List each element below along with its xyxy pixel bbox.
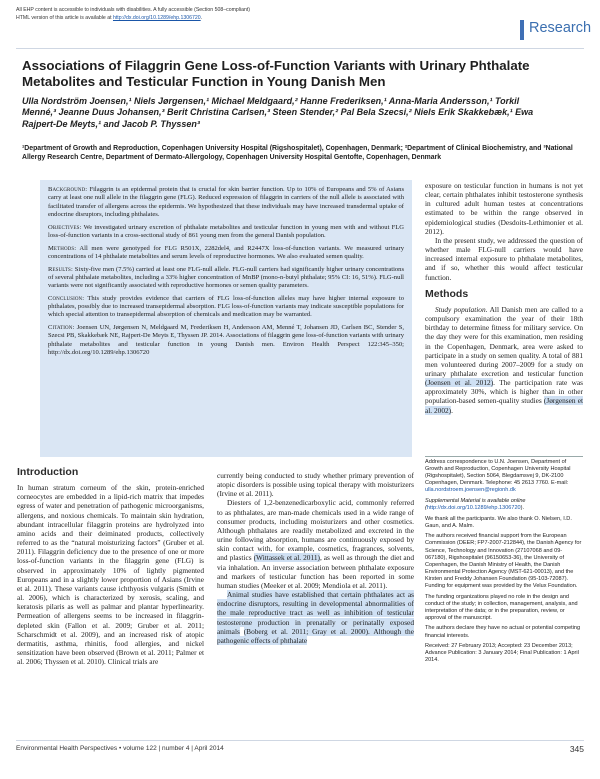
body-paragraph xyxy=(217,590,414,645)
email-link[interactable]: ulla.nordstroem.joensen@regionh.dk xyxy=(425,487,516,494)
body-paragraph: In human stratum corneum of the skin, protein-enriched corneocytes are embedded in a lipid-rich matrix that impedes egress of water and penetration of pathogenic microorganisms, allergens, and noxious chemicals. To maintain skin hydration, abundant intracellular filaggrin proteins are hydrolyzed into amino acids and their deiminated products, collectively referred to as the “natural moisturizing factors” (Gruber et al. 2011). Filaggrin deficiency due to the presence of one or more loss-of-function variants in the filaggrin gene (FLG) is observed in approximately 10% of lightly pigmented Europeans and in a slightly lower proportion of Asians (Irvine et al. 2011). These variants cause ichthyosis vulgaris (Smith et al. 2006), which is characterized by xerosis, scaling, and keratosis pilaris as well as palmar and plantar hyperlinearity. Permeation of allergens seems to be increased in filaggrin-depleted skin (Fallon et al. 2009; Gruber et al. 2011; Scharschmidt et al. 2009), and an increased risk of atopic dermatitis, asthma, rhinitis, food allergies, and nickel sensitization have been observed (Brown et al. 2011; Palmer et al. 2006; Thyssen et al. 2010). Clinical trials are xyxy=(17,483,204,667)
right-column-top xyxy=(425,181,583,415)
highlighted-text: Animal studies have established that certain phthalates act as endocrine disruptors, resulting in developmental abnormalities of the male reproductive tract as well as inhibition of testicular testosterone production in prenatally or perinatally exposed animals xyxy=(217,590,414,636)
footer-sep: • xyxy=(118,745,124,752)
introduction-heading: Introduction xyxy=(17,466,79,478)
citation-link[interactable]: (Boberg et al. 2011; Gray et al. 2000) xyxy=(243,626,369,636)
footer-divider xyxy=(16,740,584,741)
methods-heading: Methods xyxy=(425,287,469,300)
supplemental-note xyxy=(425,498,583,512)
page-footer xyxy=(16,745,584,752)
subsection-heading: Study population. xyxy=(435,304,488,314)
abstract-box xyxy=(40,180,412,457)
funding-role-note: The funding organizations played no role in the design and conduct of the study; in collection, management, analysis, and interpretation of the data; or in the preparation, review, or approval of the manuscript. xyxy=(425,593,578,621)
masthead-text: HTML version of this article is available at xyxy=(16,15,112,21)
abstract-heading: Methods: xyxy=(48,244,77,252)
body-text: . The participation rate was approximately 30%, which is higher than in other population-based semen-quality studies xyxy=(425,378,583,406)
header-divider xyxy=(16,48,584,49)
masthead xyxy=(16,6,416,22)
abstract-heading: Results: xyxy=(48,265,73,273)
citation-doi-link[interactable]: http://dx.doi.org/10.1289/ehp.1306720 xyxy=(48,348,150,356)
article-title: Associations of Filaggrin Gene Loss-of-Function Variants with Urinary Phthalate Metabolites and Testicular Function in Young Danish Men xyxy=(22,58,530,89)
masthead-line-1: All EHP content is accessible to individuals with disabilities. A fully accessible (Section 508–compliant) xyxy=(16,7,251,13)
abstract-heading: Citation: xyxy=(48,324,75,331)
competing-interests-note: The authors declare they have no actual or potential competing financial interests. xyxy=(425,625,581,639)
supplemental-link[interactable]: http://dx.doi.org/10.1289/ehp.1306720 xyxy=(426,505,521,512)
body-text: Diesters of 1,2-benzenedicarboxylic acid, commonly referred to as phthalates, are man-made chemicals used in a wide range of consumer products, including moisturizers and other cosmetics. Although phthalates are readily metabolized and excreted in the urine following absorption, humans are continuously exposed by skin contact with, for example, cosmetics, fragrances, solvents, and plastics xyxy=(217,498,414,563)
citation-link[interactable]: (Wittassek et al. 2011) xyxy=(253,553,320,563)
abstract-objectives xyxy=(48,224,404,241)
abstract-text: Sixty-five men (7.5%) carried at least one FLG-null allele. FLG-null carriers had significantly higher urinary concentrations of several phthalate metabolites, including a 33% higher concentration of MnBP (mono-n-butyl phthalate; 95% CI: 16, 51%). FLG-null variants were not significantly associated with reproductive hormones or semen quality parameters. xyxy=(48,265,404,289)
footer-sep: | xyxy=(191,745,195,752)
body-paragraph xyxy=(217,498,414,590)
body-paragraph: In the present study, we addressed the question of whether male FLG-null carriers would have increased internal exposure to phthalate metabolites, and if so, whether this would affect testicular function. xyxy=(425,235,583,282)
abstract-citation xyxy=(48,324,404,357)
body-text: , as well as through the diet and via inhalation. An inverse association between phthalate exposure and markers of testicular function has been reported in some human studies (Meeker et al. 2009; Mendiola et al. 2011). xyxy=(217,553,414,590)
abstract-background xyxy=(48,186,404,219)
author-list: Ulla Nordström Joensen,¹ Niels Jørgensen,¹ Michael Meldgaard,² Hanne Frederiksen,¹ Anna-Maria Andersson,¹ Torkil Menné,³ Jeanne Duus Johansen,³ Berit Christina Carlsen,³ Steen Stender,² Pal Bela Szecsi,² Niels Erik Skakkebæk,¹ Ewa Rajpert-De Meyts,¹ and Jacob P. Thyssen³ xyxy=(22,96,534,129)
masthead-suffix: . xyxy=(200,15,203,21)
abstract-text: We investigated urinary excretion of phthalate metabolites and testicular function in young men with and without FLG loss-of-function variants in a cross-sectional study of 861 young men from the general Danish population. xyxy=(48,223,404,239)
abstract-results xyxy=(48,266,404,291)
page-number: 345 xyxy=(569,744,584,754)
issue-date: April 2014 xyxy=(194,745,224,752)
journal-name: Environmental Health Perspectives xyxy=(16,745,118,752)
abstract-text: This study provides evidence that carriers of FLG loss-of-function alleles may have higher internal exposure to phthalates, possibly due to increased transepidermal absorption. FLG loss-of-function variants may indicate susceptible populations for which special attention to transepidermal absorption of chemicals and medication may be warranted. xyxy=(48,294,404,319)
body-paragraph xyxy=(425,305,583,415)
body-text: All Danish men are called to a compulsory examination the year of their 18th birthday to determine fitness for military service. On the day they were for this examination, men residing in the Copenhagen, Denmark, area were asked to participate in a study on semen quality. A total of 881 men volunteered during 2007–2009 for a study on urinary phthalate excretion and testicular function xyxy=(425,304,583,378)
footnote-divider xyxy=(425,456,583,457)
abstract-heading: Objectives: xyxy=(48,223,82,231)
volume: volume 122 xyxy=(123,745,157,752)
correspondence-note xyxy=(425,459,583,494)
footnotes xyxy=(425,459,583,668)
footer-sep: | xyxy=(158,745,162,752)
section-label-text: Research xyxy=(529,20,592,36)
footnote-text: Address correspondence to U.N. Joensen, Department of Growth and Reproduction, Copenhagen University Hospital (Rigshospitalet), Section 5064, Blegdamsvej 9, DK-2100 Copenhagen, Denmark. Telephone: 45 2613 7760. E-mail: xyxy=(425,459,571,487)
body-paragraph: exposure on testicular function in humans is not yet clear, certain phthalates inhibit testosterone synthesis in cultured adult human testes at concentrations estimated to be within the range observed in epidemiological studies (Desdoits-Lethimonier et al. 2012). xyxy=(425,181,583,236)
issue-number: number 4 xyxy=(162,745,190,752)
abstract-heading: Background: xyxy=(48,186,88,193)
acknowledgment-note: We thank all the participants. We also thank O. Nielsen, I.D. Gaun, and A. Malm. xyxy=(425,515,572,529)
doi-link[interactable]: http://dx.doi.org/10.1289/ehp.1306720 xyxy=(112,15,201,21)
masthead-line-2 xyxy=(16,14,416,22)
funding-note: The authors received financial support from the European Commission (DEER; FP7-2007-212844), the Danish Agency for Science, Technology and Innovation (27107068 and 09-067180), Rigshospitalet (96150653-36), the University of Copenhagen, the Danish Ministry of Health, the Danish Environmental Protection Agency (MST-621-00013), and the Kirsten and Freddy Johansen Foundation (95-103-72087). Funding for equipment was provided by the Velux Foundation. xyxy=(425,533,582,589)
abstract-text: All men were genotyped for FLG R501X, 2282del4, and R2447X loss-of-function variants. We measured urinary concentrations of 14 phthalate metabolites and serum levels of reproductive hormones. We also evaluated semen quality. xyxy=(48,244,405,260)
abstract-text: Joensen UN, Jørgensen N, Meldgaard M, Frederiksen H, Andersson AM, Menné T, Johansen JD, Carlsen BC, Stender S, Szecsi PB, Skakkebæk NE, Rajpert-De Meyts E, Thyssen JP. 2014. Associations of filaggrin gene loss-of-function variants with urinary phthalate metabolites and testicular function in young Danish men. Environ Health Perspect 122:345–350; xyxy=(48,324,404,348)
citation-link[interactable]: (Jørgensen et al. 2002) xyxy=(425,396,583,415)
section-label xyxy=(520,18,600,42)
abstract-conclusion xyxy=(48,295,404,320)
body-text: . xyxy=(451,405,453,415)
footnote-text: Supplemental Material is available online ( xyxy=(425,497,526,512)
body-paragraph: currently being conducted to study whether primary prevention of atopic disorders is possible using topical therapy with moisturizers (Irvine et al. 2011). xyxy=(217,471,414,499)
citation-link[interactable]: (Joensen et al. 2012) xyxy=(425,378,494,388)
highlighted-text: . Although the pathogenic effects of phthalate xyxy=(217,626,414,645)
abstract-methods xyxy=(48,245,404,262)
middle-column xyxy=(217,471,414,645)
left-column xyxy=(17,468,204,666)
dates-note: Received: 27 February 2013; Accepted: 23 December 2013; Advance Publication: 3 January 2014; Final Publication: 1 April 2014. xyxy=(425,643,579,664)
footnote-text: ). xyxy=(520,505,525,512)
abstract-text: Filaggrin is an epidermal protein that is crucial for skin barrier function. Up to 10% of Europeans and 5% of Asians carry at least one null allele in the filaggrin gene (FLG). Reduced expression of filaggrin in carriers of the null allele is associated with facilitated transfer of allergens across the epidermis. We hypothesized that these individuals may have increased transdermal uptake of endocrine disruptors, including phthalates. xyxy=(48,186,405,218)
section-color-bar xyxy=(520,20,524,40)
affiliations: ¹Department of Growth and Reproduction, Copenhagen University Hospital (Rigshospitalet), Copenhagen, Denmark; ²Department of Clinical Biochemistry, and ³National Allergy Research Centre, Department of Dermato-Allergology, Copenhagen University Hospital Gentofte, Copenhagen, Denmark xyxy=(22,145,573,161)
abstract-heading: Conclusion: xyxy=(48,294,85,302)
